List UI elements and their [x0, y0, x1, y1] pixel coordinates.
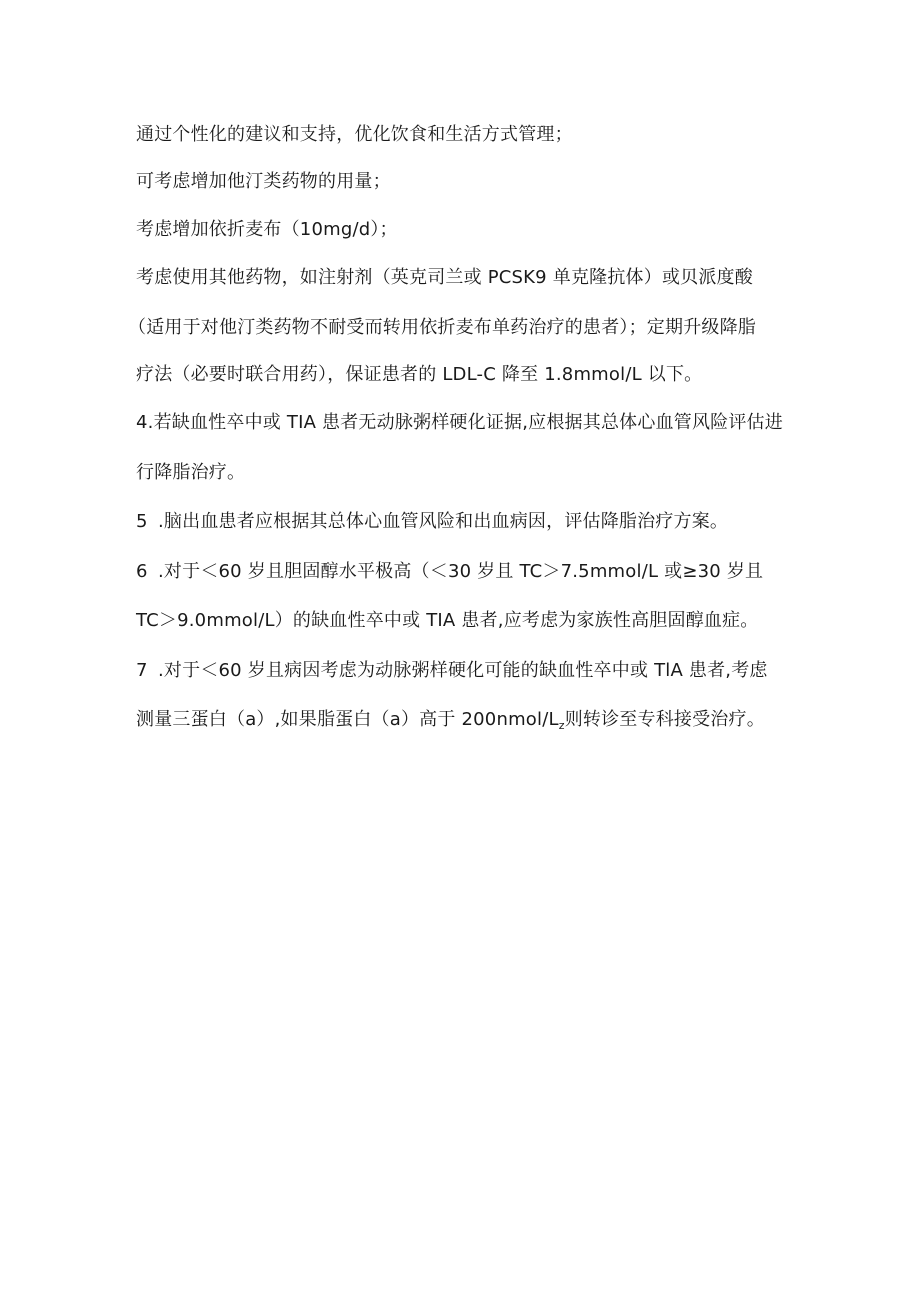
text-line-1: 通过个性化的建议和支持，优化饮食和生活方式管理；: [136, 124, 573, 145]
item-7-continuation-b: 则转诊至专科接受治疗。: [564, 709, 765, 730]
item-5-number: 5: [136, 511, 148, 532]
item-5-text: .脑出血患者应根据其总体心血管风险和出血病因，评估降脂治疗方案。: [158, 511, 729, 532]
text-line-5: （适用于对他汀类药物不耐受而转用依折麦布单药治疗的患者）；定期升级降脂: [128, 317, 756, 338]
item-5-line-1: [136, 511, 728, 533]
item-6-text: .对于＜60 岁且胆固醇水平极高（＜30 岁且 TC＞7.5mmol/L 或≥30 岁且: [158, 561, 764, 582]
item-6-line-1: [136, 561, 763, 583]
item-7-text: .对于＜60 岁且病因考虑为动脉粥样硬化可能的缺血性卒中或 TlA 患者,考虑: [158, 660, 768, 681]
text-line-3: 考虑增加依折麦布（10mg/d）；: [136, 219, 398, 240]
item-6-line-2: TC＞9.0mmol/L）的缺血性卒中或 TIA 患者,应考虑为家族性高胆固醇血症。: [136, 610, 759, 631]
item-4-line-2: 行降脂治疗。: [136, 462, 246, 483]
item-7-number: 7: [136, 660, 148, 681]
item-7-subscript: z: [558, 719, 565, 732]
text-line-4: 考虑使用其他药物，如注射剂（英克司兰或 PCSK9 单克隆抗体）或贝派度酸: [136, 267, 753, 288]
text-line-2: 可考虑增加他汀类药物的用量；: [136, 171, 391, 192]
item-6-number: 6: [136, 561, 148, 582]
item-7-line-2: [136, 709, 765, 731]
item-7-line-1: [136, 660, 768, 682]
item-4-line-1: 4.若缺血性卒中或 TIA 患者无动脉粥样硬化证据,应根据其总体心血管风险评估进: [136, 412, 783, 433]
text-line-6: 疗法（必要时联合用药），保证患者的 LDL-C 降至 1.8mmol/L 以下。: [136, 364, 703, 385]
item-7-continuation-a: 测量三蛋白（a）,如果脂蛋白（a）高于 200nmol/L: [136, 709, 559, 730]
